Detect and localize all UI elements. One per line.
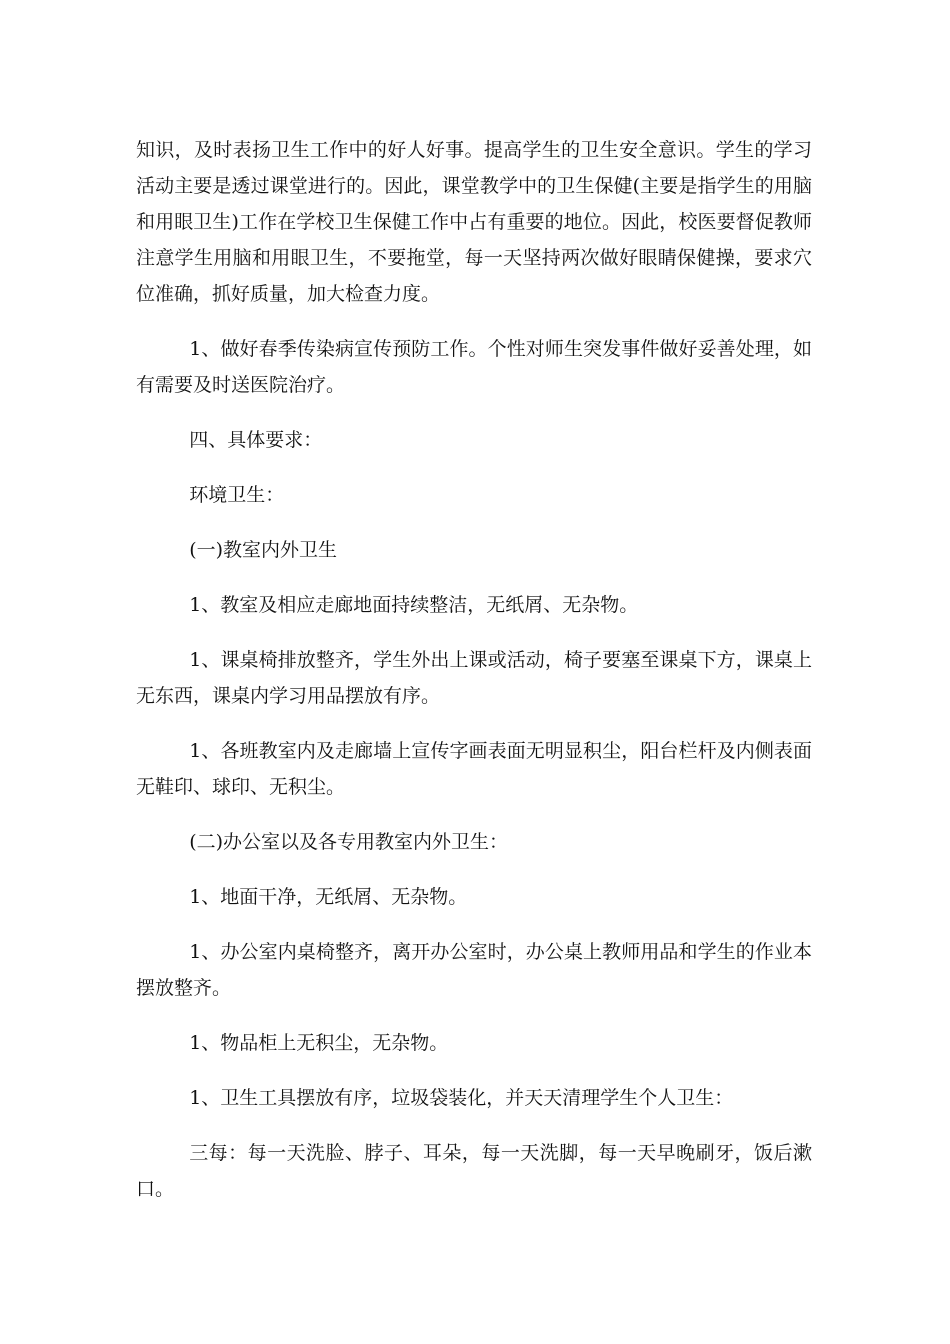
paragraph: 1、课桌椅排放整齐，学生外出上课或活动，椅子要塞至课桌下方，课桌上无东西，课桌内学习用品摆放有序。 xyxy=(136,649,812,707)
paragraph: 知识，及时表扬卫生工作中的好人好事。提高学生的卫生安全意识。学生的学习活动主要是透过课堂进行的。因此，课堂教学中的卫生保健(主要是指学生的用脑和用眼卫生)工作在学校卫生保健工作中占有重要的地位。因此，校医要督促教师注意学生用脑和用眼卫生，不要拖堂，每一天坚持两次做好眼睛保健操，要求穴位准确，抓好质量，加大检查力度。 xyxy=(136,139,812,305)
document-body xyxy=(136,132,812,1226)
section-heading: 四、具体要求： xyxy=(189,429,323,451)
paragraph: 1、卫生工具摆放有序，垃圾袋装化，并天天清理学生个人卫生： xyxy=(189,1087,734,1109)
subsection-heading: (一)教室内外卫生 xyxy=(189,539,338,561)
paragraph: 1、物品柜上无积尘，无杂物。 xyxy=(189,1032,449,1054)
paragraph: 1、教室及相应走廊地面持续整洁，无纸屑、无杂物。 xyxy=(189,594,639,616)
paragraph: 1、地面干净，无纸屑、无杂物。 xyxy=(189,886,468,908)
paragraph: 1、各班教室内及走廊墙上宣传字画表面无明显积尘，阳台栏杆及内侧表面无鞋印、球印、无积尘。 xyxy=(136,740,812,798)
paragraph: 1、做好春季传染病宣传预防工作。个性对师生突发事件做好妥善处理，如有需要及时送医院治疗。 xyxy=(136,338,812,396)
paragraph: 1、办公室内桌椅整齐，离开办公室时，办公桌上教师用品和学生的作业本摆放整齐。 xyxy=(136,941,812,999)
subsection-heading: (二)办公室以及各专用教室内外卫生： xyxy=(189,831,509,853)
subsection-heading: 环境卫生： xyxy=(189,484,285,506)
paragraph: 三每：每一天洗脸、脖子、耳朵，每一天洗脚，每一天早晚刷牙，饭后漱口。 xyxy=(136,1142,812,1200)
